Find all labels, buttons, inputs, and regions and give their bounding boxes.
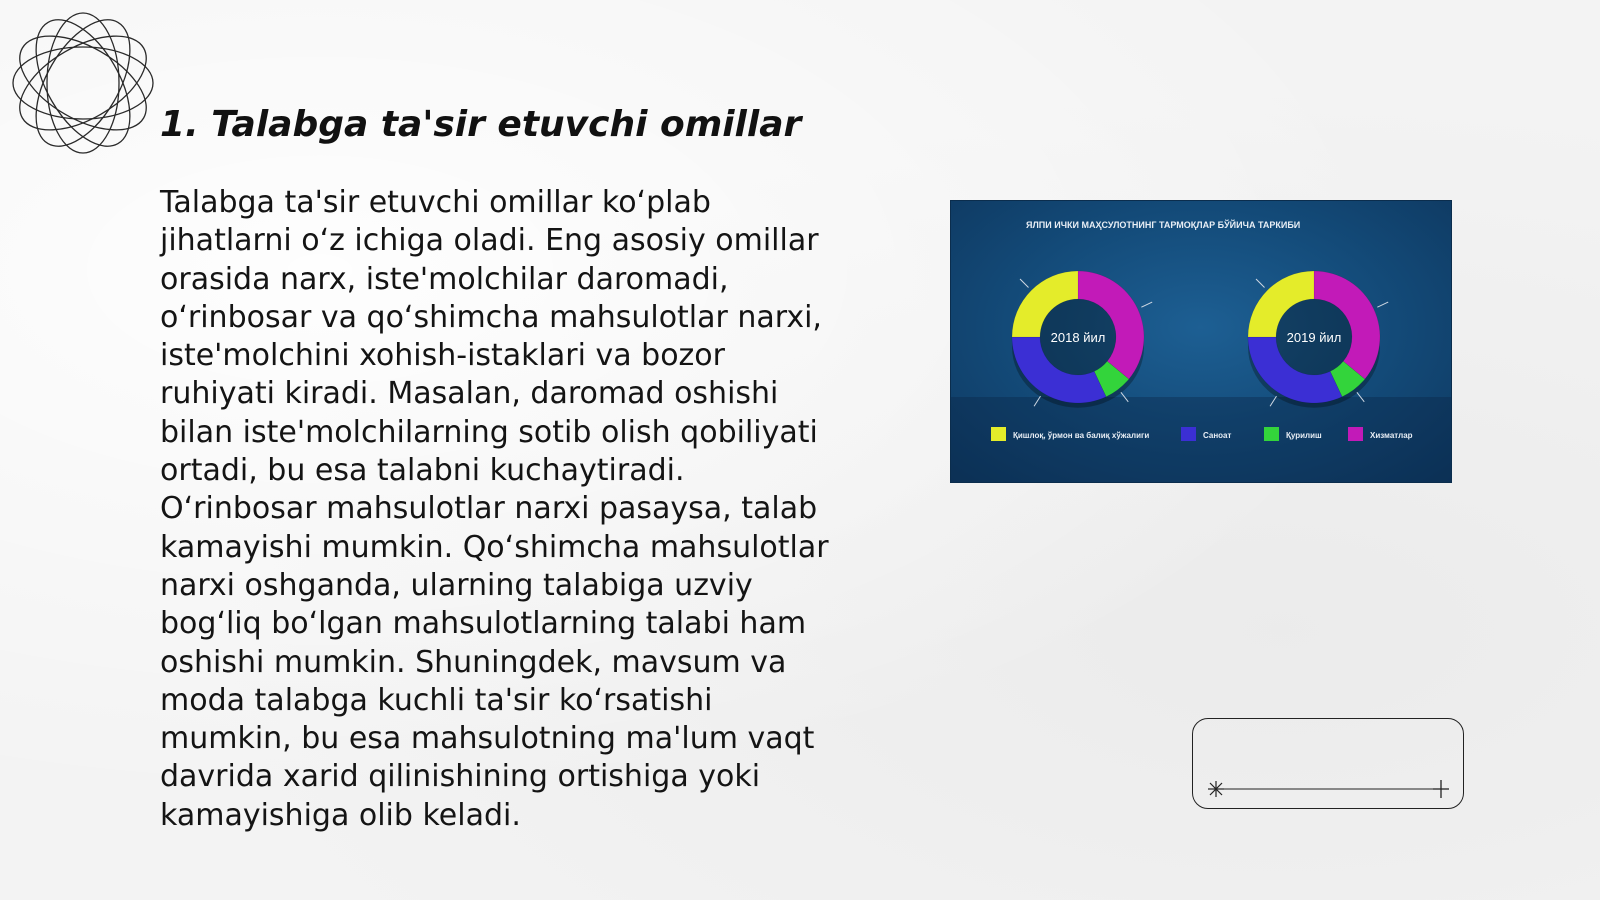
plus-end-icon bbox=[1433, 780, 1449, 798]
legend-label: Хизматлар bbox=[1370, 431, 1413, 440]
sparkle-start-icon bbox=[1208, 781, 1224, 797]
donut-2 bbox=[1248, 271, 1388, 408]
donut-year-label: 2018 йил bbox=[1050, 330, 1106, 345]
legend-swatch bbox=[1348, 427, 1363, 441]
leader-line bbox=[1377, 302, 1388, 307]
chart-canvas bbox=[951, 201, 1451, 482]
legend-label: Саноат bbox=[1203, 431, 1232, 440]
timeline-decoration bbox=[1192, 718, 1464, 809]
slide-body-text: Talabga ta'sir etuvchi omillar koʻplab jihatlarni oʻz ichiga oladi. Eng asosiy omillar orasida narx, iste'molchilar daromadi, oʻrinbosar va qoʻshimcha mahsulotlar narxi, iste'molchini xohish-istaklari va bozor ruhiyati kiradi. Masalan, daromad oshishi bilan iste'molchilarning sotib olish qobiliyati ortadi, bu esa talabni kuchaytiradi. Oʻrinbosar mahsulotlar narxi pasaysa, talab kamayishi mumkin. Qoʻshimcha mahsulotlar narxi oshganda, ularning talabiga uzviy bogʻliq boʻlgan mahsulotlarning talabi ham oshishi mumkin. Shuningdek, mavsum va moda talabga kuchli ta'sir koʻrsatishi mumkin, bu esa mahsulotning ma'lum vaqt davrida xarid qilinishining ortishiga yoki kamayishiga olib keladi. bbox=[160, 185, 829, 833]
donut-year-label: 2019 йил bbox=[1286, 330, 1342, 345]
donut-1 bbox=[1012, 271, 1152, 408]
spirograph-ornament-icon bbox=[10, 10, 156, 156]
legend-swatch bbox=[991, 427, 1006, 441]
leader-line bbox=[1256, 279, 1264, 287]
legend-label: Қурилиш bbox=[1286, 431, 1322, 440]
leader-line bbox=[1020, 279, 1028, 287]
legend-label: Қишлоқ, ўрмон ва балиқ хўжалиги bbox=[1013, 431, 1150, 440]
leader-line bbox=[1141, 302, 1152, 307]
legend-swatch bbox=[1264, 427, 1279, 441]
sector-structure-chart bbox=[950, 200, 1452, 483]
slide-title: 1. Talabga ta'sir etuvchi omillar bbox=[160, 104, 802, 145]
chart-title: ЯЛПИ ИЧКИ МАҲСУЛОТНИНГ ТАРМОҚЛАР БЎЙИЧА ТАРКИБИ bbox=[1026, 220, 1301, 230]
legend-swatch bbox=[1181, 427, 1196, 441]
